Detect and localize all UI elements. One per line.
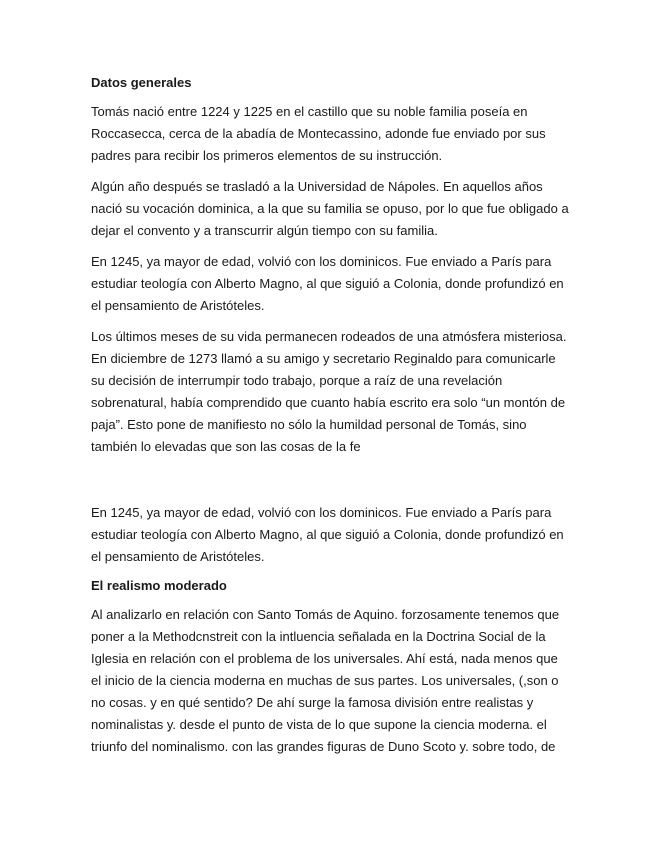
text-line: Tomás nació entre 1224 y 1225 en el castillo que su noble familia poseía en xyxy=(91,104,528,119)
text-line: poner a la Methodcnstreit con la intluencia señalada en la Doctrina Social de la xyxy=(91,629,546,644)
paragraph-last-months xyxy=(91,326,569,458)
paragraph-dominicans xyxy=(91,251,569,317)
paragraph-naples xyxy=(91,176,569,242)
text-line: En 1245, ya mayor de edad, volvió con los dominicos. Fue enviado a París para xyxy=(91,505,552,520)
text-line: estudiar teología con Alberto Magno, al que siguió a Colonia, donde profundizó en xyxy=(91,276,564,291)
text-line: nació su vocación dominica, a la que su familia se opuso, por lo que fue obligado a xyxy=(91,201,569,216)
text-line: padres para recibir los primeros elementos de su instrucción. xyxy=(91,148,443,163)
text-line: también lo elevadas que son las cosas de la fe xyxy=(91,439,361,454)
section-heading-realismo-moderado: El realismo moderado xyxy=(91,578,227,593)
text-line: Los últimos meses de su vida permanecen rodeados de una atmósfera misteriosa. xyxy=(91,329,567,344)
document-body xyxy=(91,74,569,767)
section-heading-datos-generales: Datos generales xyxy=(91,75,192,90)
text-line: no cosas. y en qué sentido? De ahí surge la famosa división entre realistas y xyxy=(91,695,534,710)
text-line: su decisión de interrumpir todo trabajo, porque a raíz de una revelación xyxy=(91,373,503,388)
text-line: el inicio de la ciencia moderna en muchas de sus partes. Los universales, (,son o xyxy=(91,673,559,688)
text-line: estudiar teología con Alberto Magno, al que siguió a Colonia, donde profundizó en xyxy=(91,527,564,542)
text-line: Roccasecca, cerca de la abadía de Montecassino, adonde fue enviado por sus xyxy=(91,126,546,141)
text-line: paja”. Esto pone de manifiesto no sólo la humildad personal de Tomás, sino xyxy=(91,417,527,432)
text-line: Iglesia en relación con el problema de los universales. Ahí está, nada menos que xyxy=(91,651,558,666)
text-line: dejar el convento y a transcurrir algún tiempo con su familia. xyxy=(91,223,438,238)
paragraph-birth xyxy=(91,101,569,167)
text-line: triunfo del nominalismo. con las grandes figuras de Duno Scoto y. sobre todo, de xyxy=(91,739,556,754)
text-line: sobrenatural, había comprendido que cuanto había escrito era solo “un montón de xyxy=(91,395,566,410)
paragraph-dominicans-repeat xyxy=(91,502,569,568)
blank-space xyxy=(91,467,569,502)
text-line: En 1245, ya mayor de edad, volvió con los dominicos. Fue enviado a París para xyxy=(91,254,552,269)
text-line: el pensamiento de Aristóteles. xyxy=(91,549,265,564)
text-line: En diciembre de 1273 llamó a su amigo y secretario Reginaldo para comunicarle xyxy=(91,351,556,366)
paragraph-realism xyxy=(91,604,569,758)
text-line: Al analizarlo en relación con Santo Tomás de Aquino. forzosamente tenemos que xyxy=(91,607,560,622)
text-line: Algún año después se trasladó a la Universidad de Nápoles. En aquellos años xyxy=(91,179,543,194)
text-line: el pensamiento de Aristóteles. xyxy=(91,298,265,313)
text-line: nominalistas y. desde el punto de vista de lo que supone la ciencia moderna. el xyxy=(91,717,547,732)
